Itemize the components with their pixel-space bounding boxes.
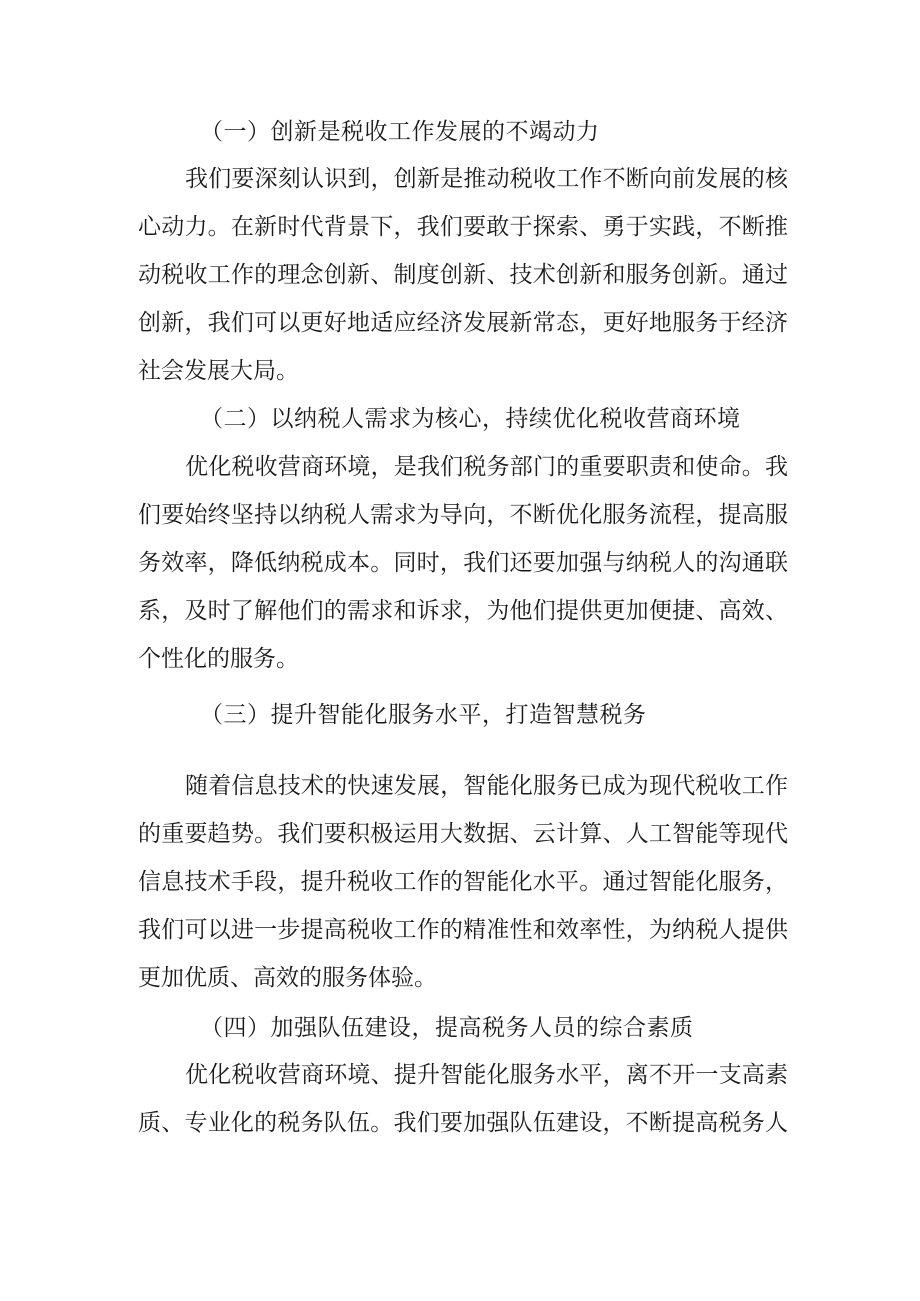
paragraph-line: 的重要趋势。我们要积极运用大数据、云计算、人工智能等现代 [138,821,788,847]
paragraph-line: 系，及时了解他们的需求和诉求，为他们提供更加便捷、高效、 [138,598,788,624]
section-1-heading: （一）创新是税收工作发展的不竭动力 [200,119,600,145]
paragraph-line: 优化税收营商环境，是我们税务部门的重要职责和使命。我 [185,454,788,480]
paragraph-line: 优化税收营商环境、提升智能化服务水平，离不开一支高素 [185,1062,788,1088]
paragraph-line: 我们可以进一步提高税收工作的精准性和效率性，为纳税人提供 [138,917,788,943]
paragraph-line: 动税收工作的理念创新、制度创新、技术创新和服务创新。通过 [138,262,788,288]
paragraph-line: 信息技术手段，提升税收工作的智能化水平。通过智能化服务， [138,869,788,895]
paragraph-line: 创新，我们可以更好地适应经济发展新常态，更好地服务于经济 [138,310,788,336]
paragraph-line: 更加优质、高效的服务体验。 [138,965,437,991]
section-3-heading: （三）提升智能化服务水平，打造智慧税务 [200,702,647,728]
paragraph-line: 个性化的服务。 [138,646,299,672]
paragraph-line: 们要始终坚持以纳税人需求为导向，不断优化服务流程，提高服 [138,502,788,528]
paragraph-line: 我们要深刻认识到，创新是推动税收工作不断向前发展的核 [185,166,788,192]
section-4-heading: （四）加强队伍建设，提高税务人员的综合素质 [200,1015,694,1041]
paragraph-line: 质、专业化的税务队伍。我们要加强队伍建设，不断提高税务人 [138,1110,788,1136]
paragraph-line: 随着信息技术的快速发展，智能化服务已成为现代税收工作 [185,773,788,799]
paragraph-line: 务效率，降低纳税成本。同时，我们还要加强与纳税人的沟通联 [138,550,788,576]
paragraph-line: 社会发展大局。 [138,358,299,384]
paragraph-line: 心动力。在新时代背景下，我们要敢于探索、勇于实践，不断推 [138,214,788,240]
section-2-heading: （二）以纳税人需求为核心，持续优化税收营商环境 [200,406,741,432]
